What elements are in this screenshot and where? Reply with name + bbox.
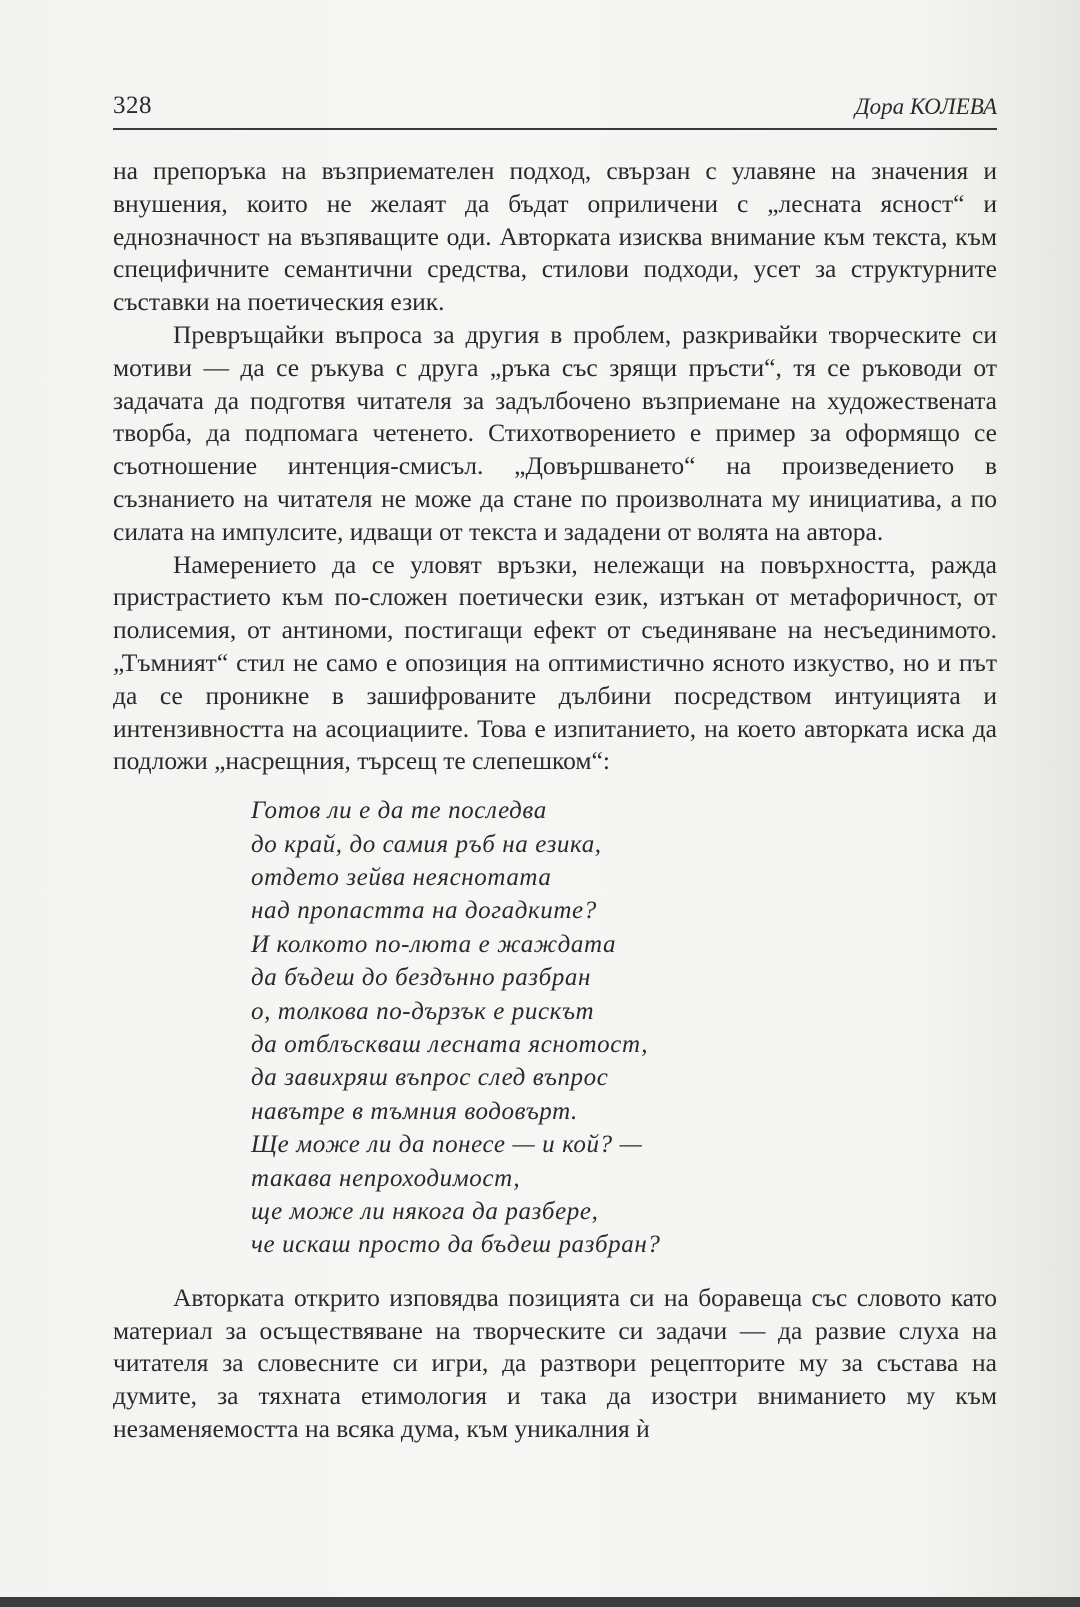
poem-line: ще може ли някога да разбере, (251, 1198, 599, 1226)
page-bottom-edge (0, 1597, 1080, 1607)
poem-quote (251, 794, 997, 1262)
poem-line: до край, до самия ръб на езика, (251, 830, 602, 858)
paragraph-closing: Авторката открито изповядва позицията си на боравеща със словото като материал за осъществяване на творческите си задачи — да развие слуха на читателя за словесните си игри, да разтвори рецепторите му за състава на думите, за тяхната етимология и така да изостри вниманието му към незаменяемостта на всяка дума, към уникалния ѝ (113, 1282, 997, 1444)
page-number: 328 (113, 92, 152, 119)
paragraph: Намерението да се уловят връзки, нележащи на повърхността, ражда пристрастието към по-сложен поетически език, изтъкан от метафоричност, от полисемия, от антиноми, постигащи ефект от съединяване на несъединимото. „Тъмният“ стил не само е опозиция на оптимистично ясното изкуство, но и път да се проникне в зашифрованите дълбини посредством интуицията и интензивността на асоциациите. Това е изпитанието, на което авторката иска да подложи „насрещния, търсещ те слепешком“: (113, 549, 997, 776)
poem-line: да завихряш въпрос след въпрос (251, 1064, 609, 1092)
poem-line: навътре в тъмния водовърт. (251, 1097, 578, 1125)
poem-line: че искаш просто да бъдеш разбран? (251, 1231, 661, 1259)
paragraph: Превръщайки въпроса за другия в проблем, разкривайки творческите си мотиви — да се ръкува с друга „ръка със зрящи пръсти“, тя се ръководи от задачата да подготвя читателя за задълбочено възприемане на художествената творба, да подпомага четенето. Стихотворението е пример за оформящо се съотношение интенция-смисъл. „Довършването“ на произведението в съзнанието на читателя не може да стане по произволната му инициатива, а по силата на импулсите, идващи от текста и зададени от волята на автора. (113, 319, 997, 546)
poem-line: над пропастта на догадките? (251, 897, 597, 925)
page-header (113, 88, 997, 130)
poem-line: такава непроходимост, (251, 1164, 521, 1192)
poem-line: Ще може ли да понесе — и кой? — (251, 1131, 643, 1159)
poem-line: Готов ли е да те последва (251, 797, 547, 825)
poem-line: о, толкова по-дързък е рискът (251, 997, 595, 1025)
running-head-author: Дора КОЛЕВА (855, 94, 997, 119)
poem-line: да бъдеш до бездънно разбран (251, 964, 592, 992)
poem-line: И колкото по-люта е жаждата (251, 930, 617, 958)
body-text (113, 155, 997, 1446)
paragraph-continued: на препоръка на възприемателен подход, свързан с улавяне на значения и внушения, които не желаят да бъдат оприличени с „лесната ясност“ и еднозначност на възпяващите оди. Авторката изисква внимание към текста, към специфичните семантични средства, стилови подходи, усет за структурните съставки на поетическия език. (113, 156, 997, 317)
poem-line: отдето зейва неяснотата (251, 863, 552, 891)
poem-line: да отблъскваш лесната яснотост, (251, 1030, 649, 1058)
